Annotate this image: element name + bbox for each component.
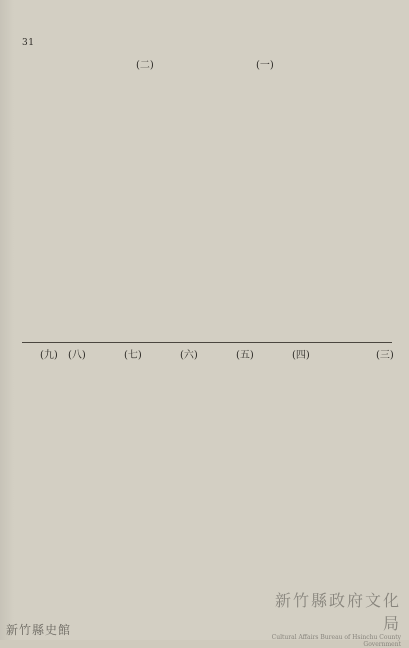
stamp-title: 新竹縣政府文化局 xyxy=(274,591,401,633)
item-marker: (九) xyxy=(40,350,58,361)
text-column xyxy=(292,350,306,600)
text-column xyxy=(286,58,300,336)
item-marker: (四) xyxy=(292,350,310,361)
text-column xyxy=(196,58,210,336)
text-column xyxy=(96,350,110,600)
item-marker: (一) xyxy=(256,60,274,71)
archive-stamp xyxy=(271,588,401,648)
text-column xyxy=(166,58,180,336)
text-column xyxy=(320,350,334,600)
text-column xyxy=(316,58,330,336)
text-column xyxy=(236,350,250,600)
text-column xyxy=(46,58,60,336)
text-column xyxy=(106,58,120,336)
text-column xyxy=(376,350,390,600)
text-column xyxy=(208,350,222,600)
item-marker: (五) xyxy=(236,350,254,361)
item-marker: (八) xyxy=(68,350,86,361)
stamp-subtitle: Cultural Affairs Bureau of Hsinchu County Government xyxy=(271,634,401,648)
page-number: 31 xyxy=(22,38,35,48)
item-marker: (六) xyxy=(180,350,198,361)
text-column xyxy=(76,58,90,336)
text-column xyxy=(226,58,240,336)
text-column xyxy=(68,350,82,600)
text-column xyxy=(136,58,154,336)
text-column xyxy=(180,350,194,600)
text-column xyxy=(346,58,360,336)
item-marker: (三) xyxy=(376,350,394,361)
section-divider xyxy=(22,342,392,343)
archive-signature: 新竹縣史館 xyxy=(6,623,72,637)
item-marker: (二) xyxy=(136,60,154,71)
text-column xyxy=(376,58,390,336)
top-text-block xyxy=(22,58,392,336)
text-column xyxy=(124,350,138,600)
text-column xyxy=(348,350,362,600)
text-column xyxy=(40,350,54,600)
text-column xyxy=(152,350,166,600)
bottom-text-block xyxy=(22,350,392,600)
running-header xyxy=(22,38,392,52)
text-column xyxy=(264,350,278,600)
item-marker: (七) xyxy=(124,350,142,361)
text-column xyxy=(256,58,274,336)
